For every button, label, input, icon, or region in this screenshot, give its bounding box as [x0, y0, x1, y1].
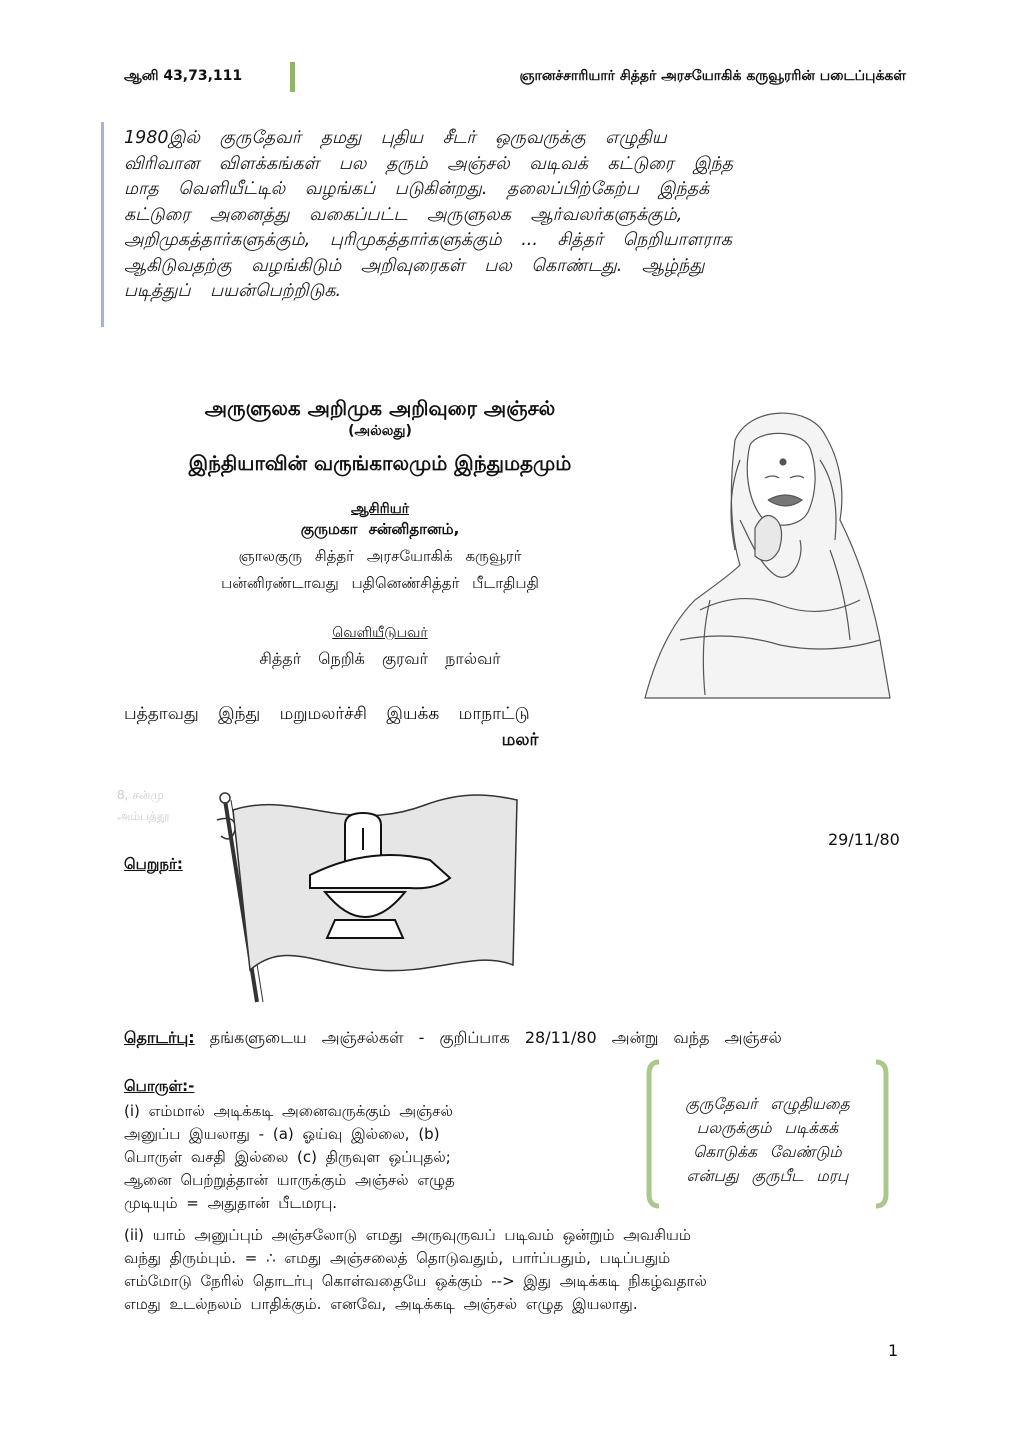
header-divider: [290, 62, 295, 92]
intro-line: அறிமுகத்தார்களுக்கும், புரிமுகத்தார்களுக்கும் ... சித்தர் நெறியாளராக: [124, 230, 732, 250]
note-line: பலருக்கும் படிக்கக்: [696, 1119, 839, 1137]
faint-address-text: 8, சன்மு அம்பத்தூ: [117, 788, 170, 823]
paragraph-line: முடியும் = அதுதான் பீடமரபு.: [124, 1194, 338, 1212]
subject-label: பொருள்:-: [124, 1077, 195, 1095]
letter-date: 29/11/80: [828, 830, 900, 849]
paragraph-line: வந்து திரும்பும். = ∴ எமது அஞ்சலைத் தொடுவதும், பார்ப்பதும், படிப்பதும்: [124, 1249, 671, 1267]
page-number: 1: [888, 1341, 899, 1360]
note-line: கொடுக்க வேண்டும்: [693, 1143, 842, 1161]
publisher-label: வெளியீடுபவர்: [332, 625, 428, 641]
title-line-1: அருளுலக அறிமுக அறிவுரை அஞ்சல்: [204, 396, 556, 420]
header-right: ஞானச்சாரியார் சித்தர் அரசயோகிக் கருவூரரின் படைப்புக்கள்: [519, 68, 906, 84]
intro-line: ஆகிடுவதற்கு வழங்கிடும் அறிவுரைகள் பல கொண்டது. ஆழ்ந்து: [124, 255, 705, 276]
flag-lingam-image: [205, 780, 520, 1005]
subject-paragraph-2: [124, 1224, 894, 1316]
author-line-2: ஞாலகுரு சித்தர் அரசயோகிக் கருவூரர்: [238, 547, 522, 565]
intro-line: விரிவான விளக்கங்கள் பல தரும் அஞ்சல் வடிவக் கட்டுரை இந்த: [124, 153, 734, 174]
contact-line: [124, 1028, 782, 1049]
title-line-2: இந்தியாவின் வருங்காலமும் இந்துமதமும்: [188, 451, 572, 475]
header-left: ஆனி 43,73,111: [124, 68, 243, 84]
malar-line-1: பத்தாவது இந்து மறுமலர்ச்சி இயக்க மாநாட்டு: [124, 704, 530, 724]
author-label: ஆசிரியர்: [350, 501, 410, 517]
intro-quote-bar: [101, 122, 104, 327]
contact-label: தொடர்பு:: [124, 1028, 195, 1047]
publisher-name: சித்தர் நெறிக் குரவர் நால்வர்: [259, 649, 501, 668]
note-line: குருதேவர் எழுதியதை: [685, 1095, 850, 1113]
contact-text: தங்களுடைய அஞ்சல்கள் - குறிப்பாக 28/11/80 அன்று வந்த அஞ்சல்: [209, 1028, 782, 1047]
paragraph-line: எமது உடல்நலம் பாதிக்கும். எனவே, அடிக்கடி அஞ்சல் எழுத இயலாது.: [124, 1295, 638, 1313]
paragraph-line: (i) எம்மால் அடிக்கடி அனைவருக்கும் அஞ்சல்: [124, 1102, 453, 1120]
receiver-label: பெறுநர்:: [124, 855, 183, 873]
paragraph-line: பொருள் வசதி இல்லை (c) திருவுள ஒப்புதல்;: [124, 1148, 451, 1166]
guru-portrait-image: [640, 400, 895, 700]
paragraph-line: (ii) யாம் அனுப்பும் அஞ்சலோடு எமது அருவுருவப் படிவம் ஒன்றும் அவசியம்: [124, 1226, 691, 1244]
title-or: (அல்லது): [348, 423, 412, 439]
paragraph-line: எம்மோடு நேரில் தொடர்பு கொள்வதையே ஒக்கும் --> இது அடிக்கடி நிகழ்வதால்: [124, 1272, 707, 1290]
author-line-3: பன்னிரண்டாவது பதினெண்சித்தர் பீடாதிபதி: [221, 574, 539, 592]
paragraph-line: அனுப்ப இயலாது - (a) ஓய்வு இல்லை, (b): [124, 1125, 440, 1143]
paragraph-line: ஆனை பெற்றுத்தான் யாருக்கும் அஞ்சல் எழுத: [124, 1171, 455, 1189]
intro-line: மாத வெளியீட்டில் வழங்கப் படுகின்றது. தலைப்பிற்கேற்ப இந்தக்: [124, 179, 710, 199]
intro-line: 1980இல் குருதேவர் தமது புதிய சீடர் ஒருவருக்கு எழுதிய: [124, 128, 667, 148]
malar-line-2: மலர்: [501, 730, 539, 750]
subject-paragraph-1: [124, 1100, 569, 1215]
intro-paragraph: [124, 126, 872, 305]
intro-line: படித்துப் பயன்பெற்றிடுக.: [124, 281, 342, 301]
note-line: என்பது குருபீட மரபு: [686, 1167, 849, 1185]
note-box-text: [655, 1092, 880, 1188]
author-line-1: குருமகா சன்னிதானம்,: [300, 520, 460, 538]
intro-line: கட்டுரை அனைத்து வகைப்பட்ட அருளுலக ஆர்வலர்களுக்கும்,: [124, 204, 683, 225]
